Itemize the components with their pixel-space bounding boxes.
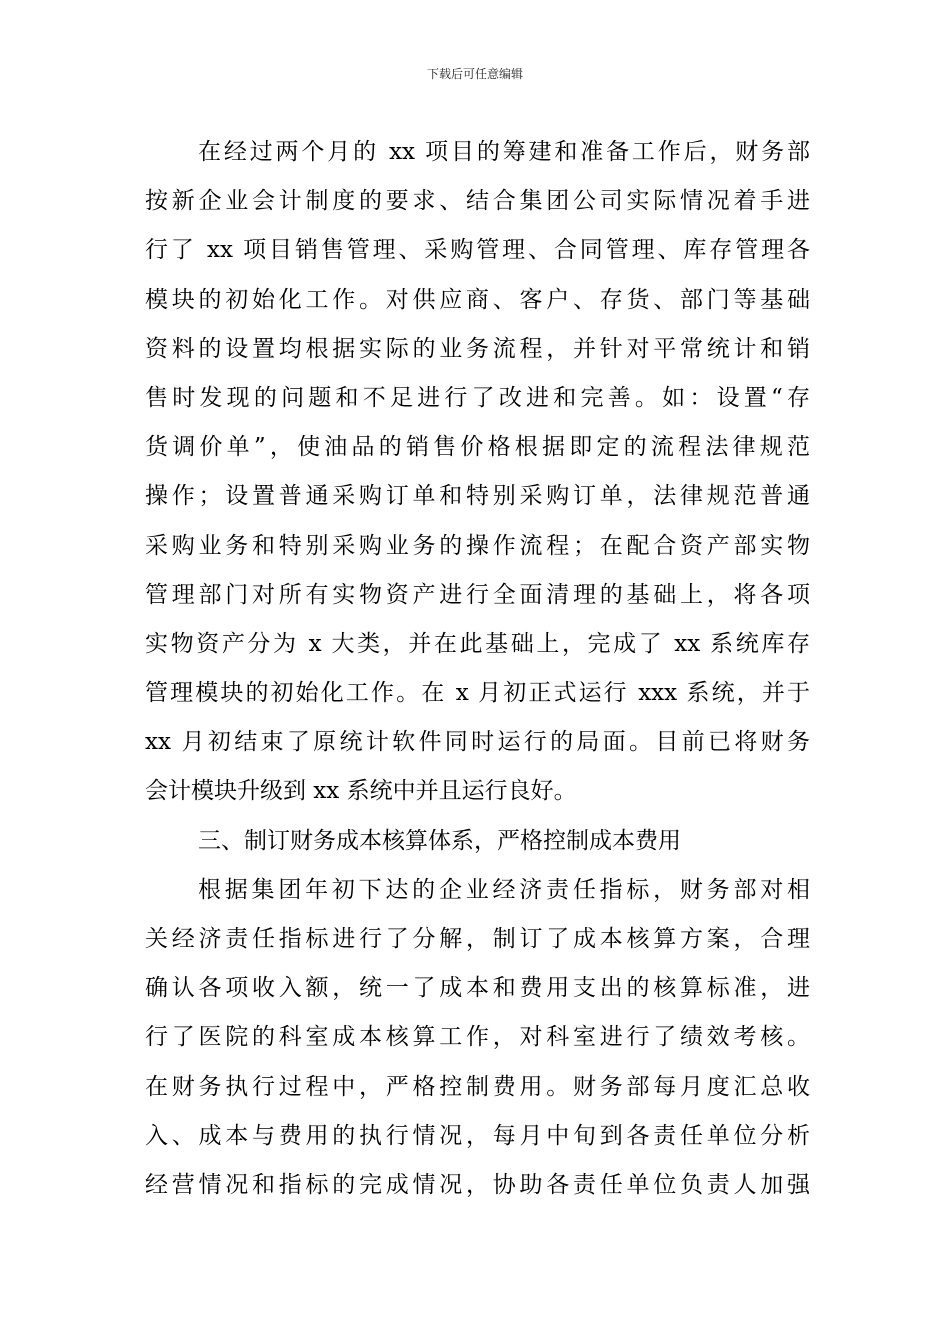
paragraph-line: 关经济责任指标进行了分解，制订了成本核算方案，合理 — [145, 926, 810, 952]
paragraph-line: 行了医院的科室成本核算工作，对科室进行了绩效考核。 — [145, 1024, 810, 1051]
paragraph-line: 会计模块升级到 xx 系统中并且运行良好。 — [145, 778, 577, 805]
paragraph-line: 实物资产分为 x 大类，并在此基础上，完成了 xx 系统库存 — [145, 630, 810, 657]
paragraph-line: 模块的初始化工作。对供应商、客户、存货、部门等基础 — [145, 286, 810, 313]
paragraph-line: 管理模块的初始化工作。在 x 月初正式运行 xxx 系统，并于 — [145, 680, 810, 707]
paragraph-line: 按新企业会计制度的要求、结合集团公司实际情况着手进 — [145, 188, 810, 215]
section-heading: 三、制订财务成本核算体系，严格控制成本费用 — [198, 827, 681, 854]
paragraph-line: 根据集团年初下达的企业经济责任指标，财务部对相 — [198, 876, 810, 903]
paragraph-line: 售时发现的问题和不足进行了改进和完善。如：设置“存 — [145, 384, 810, 411]
paragraph-line: xx 月初结束了原统计软件同时运行的局面。目前已将财务 — [145, 729, 810, 756]
paragraph-line: 货调价单”，使油品的销售价格根据即定的流程法律规范 — [145, 434, 810, 461]
paragraph-line: 采购业务和特别采购业务的操作流程；在配合资产部实物 — [145, 532, 810, 559]
paragraph-line: 管理部门对所有实物资产进行全面清理的基础上，将各项 — [145, 581, 810, 608]
page-header: 下载后可任意编辑 — [426, 67, 523, 81]
paragraph-line: 在经过两个月的 xx 项目的筹建和准备工作后，财务部 — [198, 139, 810, 165]
paragraph-line: 入、成本与费用的执行情况，每月中旬到各责任单位分析 — [145, 1122, 810, 1149]
paragraph-line: 在财务执行过程中，严格控制费用。财务部每月度汇总收 — [145, 1073, 810, 1100]
paragraph-line: 确认各项收入额，统一了成本和费用支出的核算标准，进 — [145, 975, 810, 1002]
document-body — [145, 128, 810, 1210]
paragraph-line: 资料的设置均根据实际的业务流程，并针对平常统计和销 — [145, 335, 810, 362]
paragraph-line: 经营情况和指标的完成情况，协助各责任单位负责人加强 — [145, 1171, 810, 1198]
paragraph-line: 行了 xx 项目销售管理、采购管理、合同管理、库存管理各 — [145, 237, 810, 264]
paragraph-line: 操作；设置普通采购订单和特别采购订单，法律规范普通 — [145, 483, 810, 510]
